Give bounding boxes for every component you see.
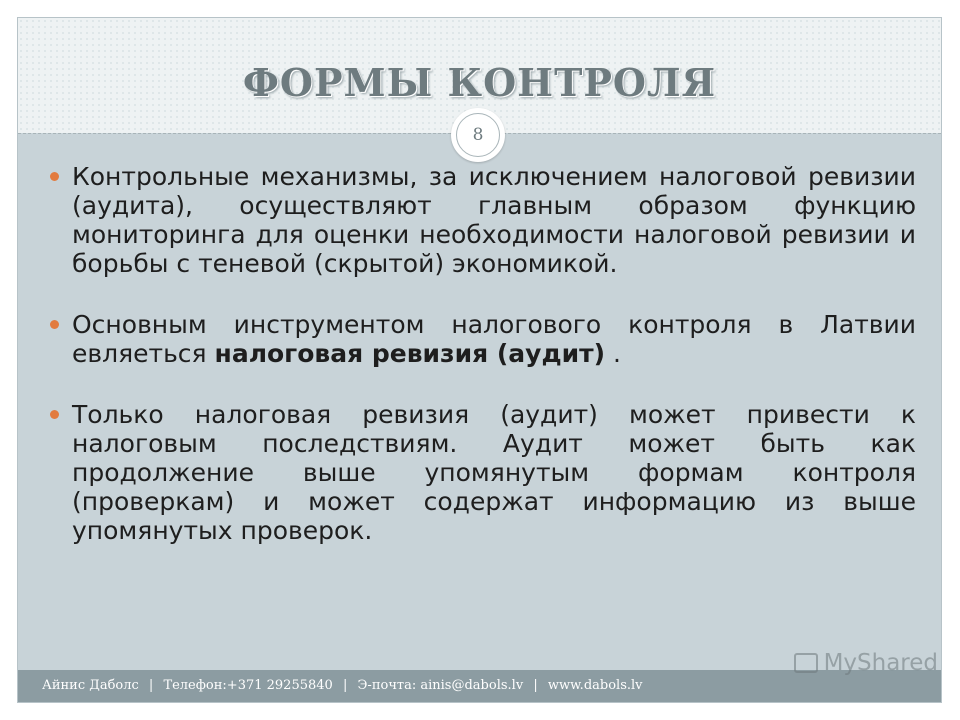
footer-contacts [42, 678, 643, 693]
footer-phone: Телефон:+371 29255840 [163, 678, 333, 693]
slide-number: 8 [456, 113, 500, 157]
footer-separator: | [533, 678, 538, 693]
slide [17, 17, 942, 703]
watermark-text: MyShared [823, 650, 938, 676]
bullet-dot-icon [50, 320, 59, 329]
bullet-item [48, 400, 916, 545]
watermark-logo [794, 650, 938, 676]
footer-author: Айнис Даболс [42, 678, 139, 693]
bullet-dot-icon [50, 410, 59, 419]
bullet-text-plain: Основным инструментом налогового контроля в Латвии евляеться [72, 310, 916, 368]
slide-number-badge [451, 108, 505, 162]
footer-website[interactable]: www.dabols.lv [547, 678, 643, 693]
bullet-text-tail: . [605, 339, 621, 368]
footer-separator: | [342, 678, 348, 693]
footer-email[interactable]: Э-почта: ainis@dabols.lv [357, 678, 524, 693]
bullet-text: Контрольные механизмы, за исключением налоговой ревизии (аудита), осуществляют главным образом функцию мониторинга для оценки необходимости налоговой ревизии и борьбы с теневой (скрытой) экономикой. [72, 162, 916, 278]
presentation-icon [794, 653, 818, 673]
footer-separator: | [148, 678, 154, 693]
bullet-item [48, 162, 916, 278]
bullet-text: Только налоговая ревизия (аудит) может привести к налоговым последствиям. Аудит может быть как продолжение выше упомянутым формам контроля (проверкам) и может содержат информацию из выше упомянутых проверок. [72, 400, 916, 545]
bullet-dot-icon [50, 172, 59, 181]
bullet-text-bold: налоговая ревизия (аудит) [214, 339, 606, 368]
bullet-list [48, 162, 916, 577]
bullet-item [48, 310, 916, 368]
bullet-text [72, 310, 916, 368]
slide-title: ФОРМЫ КОНТРОЛЯ [242, 60, 717, 105]
